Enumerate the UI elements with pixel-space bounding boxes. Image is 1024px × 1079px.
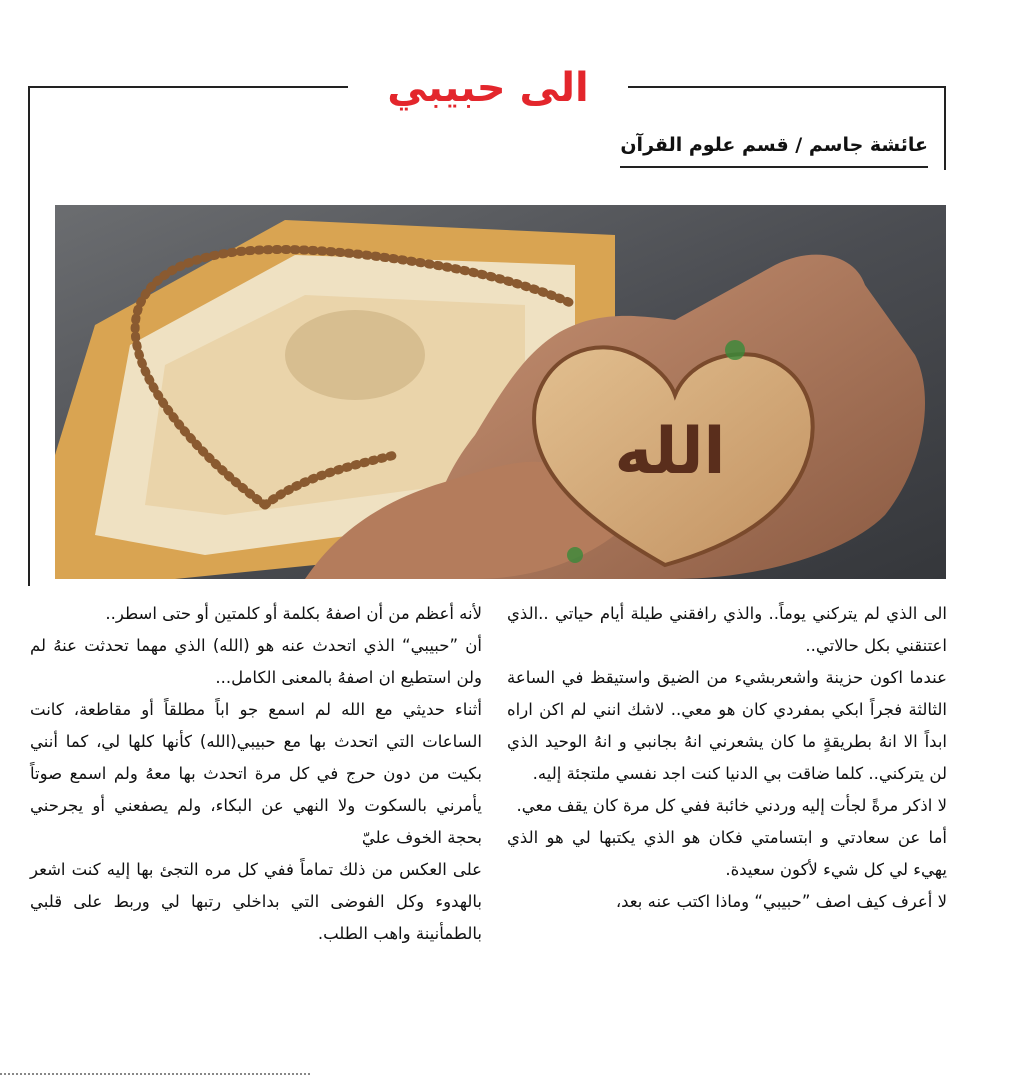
bottom-dotted-rule [0,1073,310,1075]
paragraph: على العكس من ذلك تماماً ففي كل مره التجئ بها إليه كنت اشعر بالهدوء وكل الفوضى التي بداخلي رتبها لي وربط على قلبي بالطمأنينة واهب الطلب. [30,860,482,943]
frame-top-left-rule [28,86,348,88]
paragraph: لأنه أعظم من أن اصفهُ بكلمة أو كلمتين أو حتى اسطر.. [105,604,482,623]
paragraph: لا أعرف كيف اصف ”حبيبي“ وماذا اكتب عنه بعد، [615,892,947,911]
frame-right-rule [944,86,946,170]
paragraph: لا اذكر مرةً لجأت إليه وردني خائبة ففي كل مرة كان يقف معي. [516,796,947,815]
frame-top-right-rule [628,86,946,88]
calligraphy-text: الله [614,415,726,489]
article-title: الى حبيبي [387,65,589,111]
article-column-left [30,598,482,950]
paragraph: عندما اكون حزينة واشعربشيء من الضيق واستيقظ في الساعة الثالثة فجراً ابكي بمفردي كان هو معي.. لاشك انني لم اكن اراه ابداً الا انهُ بطريقةٍ ما كان يشعرني انهُ بجانبي و انهُ الوحيد الذي لن يتركني.. كلما ضاقت بي الدنيا كنت اجد نفسي ملتجئة إليه. [507,668,947,783]
article-author: عائشة جاسم / قسم علوم القرآن [620,130,928,168]
paragraph: أن ”حبيبي“ الذي اتحدث عنه هو (الله) الذي مهما تحدثت عنهُ لم ولن استطيع ان اصفهُ بالمعنى الكامل... [30,636,482,687]
paragraph: أما عن سعادتي و ابتسامتي فكان هو الذي يكتبها لي هو الذي يهيء لي كل شيء لأكون سعيدة. [507,828,947,879]
paragraph: أثناء حديثي مع الله لم اسمع جو اباً مطلقاً أو مقاطعة، كانت الساعات التي اتحدث بها مع حبيبي(الله) كأنها كلها لي، كما أنني بكيت من دون حرج في كل مرة اتحدث بها معهُ ولم اسمع صوتاً يأمرني بالسكوت ولا النهي عن البكاء، ولم يصفعني أو يجرحني بحجة الخوف عليّ [30,700,482,847]
article-photo [55,205,946,579]
article-column-right [507,598,947,918]
frame-left-rule [28,86,30,586]
paragraph: الى الذي لم يتركني يوماً.. والذي رافقني طيلة أيام حياتي ..الذي اعتنقني بكل حالاتي.. [507,604,947,655]
